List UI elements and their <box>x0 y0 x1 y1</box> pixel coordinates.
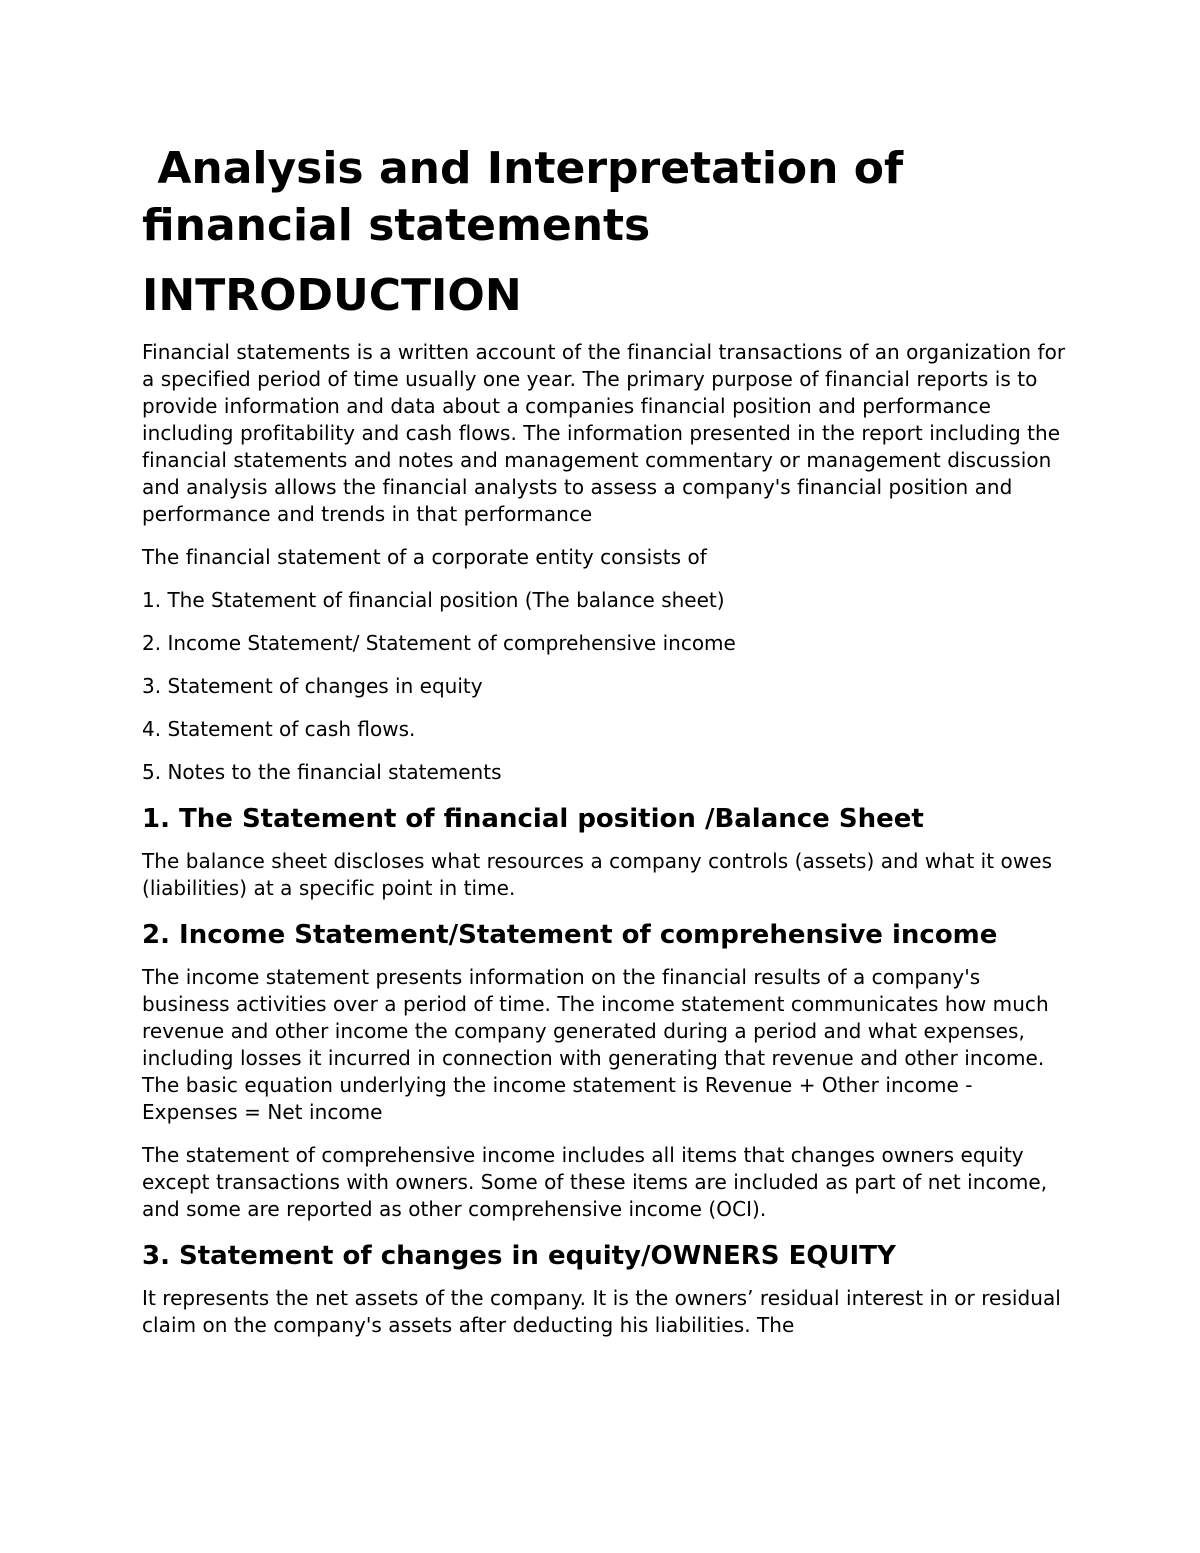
section-paragraph-income-statement: The income statement presents information on the financial results of a company's business activities over a period of time. The income statement communicates how much revenue and other income the company generated during a period and what expenses, including losses it incurred in connection with generating that revenue and other income. The basic equation underlying the income statement is Revenue + Other income - Expenses = Net income <box>142 965 1049 1124</box>
section-heading-owners-equity: 3. Statement of changes in equity/OWNERS EQUITY <box>142 1241 896 1271</box>
list-item: 1. The Statement of financial position (The balance sheet) <box>142 588 725 612</box>
list-item: 4. Statement of cash flows. <box>142 717 416 741</box>
introduction-heading: INTRODUCTION <box>142 270 522 321</box>
list-item: 2. Income Statement/ Statement of comprehensive income <box>142 631 736 655</box>
section-paragraph-comprehensive-income: The statement of comprehensive income includes all items that changes owners equity except transactions with owners. Some of these items are included as part of net income, and some are reported as other comprehensive income (OCI). <box>142 1143 1048 1221</box>
list-item: 5. Notes to the financial statements <box>142 760 502 784</box>
section-paragraph-balance-sheet: The balance sheet discloses what resources a company controls (assets) and what it owes (liabilities) at a specific point in time. <box>142 849 1053 900</box>
section-heading-balance-sheet: 1. The Statement of financial position /Balance Sheet <box>142 804 924 834</box>
introduction-paragraph: Financial statements is a written account of the financial transactions of an organization for a specified period of time usually one year. The primary purpose of financial reports is to provide information and data about a companies financial position and performance including profitability and cash flows. The information presented in the report including the financial statements and notes and management commentary or management discussion and analysis allows the financial analysts to assess a company's financial position and performance and trends in that performance <box>142 340 1066 526</box>
document-page <box>142 140 1067 1355</box>
document-title: Analysis and Interpretation of financial statements <box>142 143 919 251</box>
consists-of-text: The financial statement of a corporate entity consists of <box>142 545 707 569</box>
list-item: 3. Statement of changes in equity <box>142 674 483 698</box>
section-paragraph-owners-equity: It represents the net assets of the company. It is the owners’ residual interest in or residual claim on the company's assets after deducting his liabilities. The <box>142 1286 1061 1337</box>
section-heading-income-statement: 2. Income Statement/Statement of comprehensive income <box>142 920 998 950</box>
